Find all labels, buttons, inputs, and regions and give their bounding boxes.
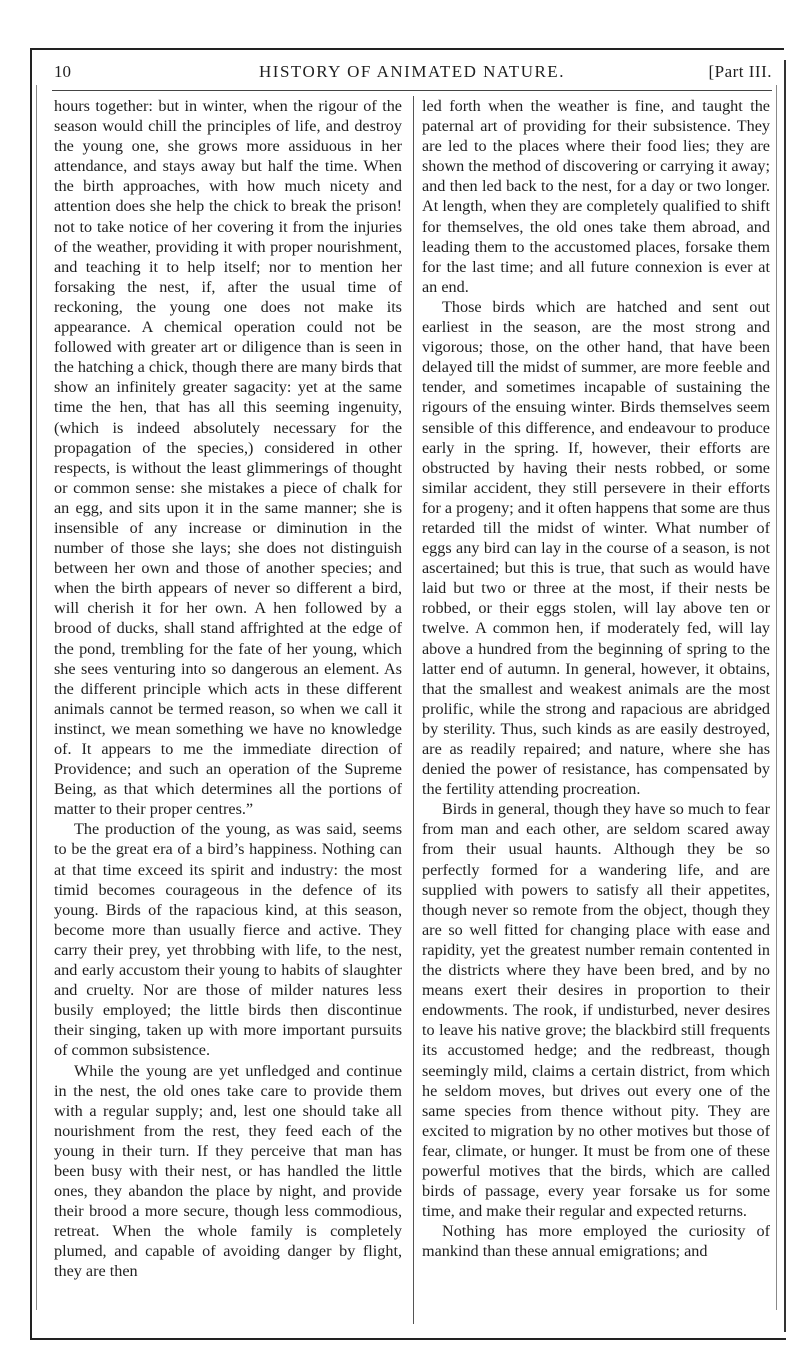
paragraph: led forth when the weather is fine, and taught the paternal art of providing for their subsistence. They are led to the places where their food lies; they are shown the method of discovering or carrying it away; and then led back to the nest, for a day or two longer. At length, when they are completely qualified to shift for themselves, the old ones take them abroad, and leading them to the accustomed places, forsake them for the last time; and all future connexion is ever at an end. [422, 97, 770, 296]
page-number: 10 [54, 62, 71, 81]
page-border-bottom [30, 1338, 786, 1340]
left-text-column [54, 96, 402, 1282]
inner-margin-line-right [776, 85, 777, 1310]
running-title: HISTORY OF ANIMATED NATURE. [259, 62, 565, 81]
header-rule [52, 90, 772, 91]
paragraph: While the young are yet unfledged and continue in the nest, the old ones take care to provide them with a regular supply; and, lest one should take all nourishment from the rest, they feed each of the young in their turn. If they perceive that man has been busy with their nest, or has handled the little ones, they abandon the place by night, and provide their brood a more secure, though less commodious, retreat. When the whole family is completely plumed, and capable of avoiding danger by flight, they are then [54, 1061, 402, 1281]
paragraph: The production of the young, as was said, seems to be the great era of a bird’s happiness. Nothing can at that time exceed its spirit and industry: the most timid becomes courageous in the defence of its young. Birds of the rapacious kind, at this season, become more than usually fierce and active. They carry their prey, yet throbbing with life, to the nest, and early accustom their young to habits of slaughter and cruelty. Nor are those of milder natures less busily employed; the little birds then discontinue their singing, taken up with more important pursuits of common subsistence. [54, 820, 402, 1060]
paragraph: hours together: but in winter, when the rigour of the season would chill the principles of life, and destroy the young one, she grows more assiduous in her attendance, and stays away but half the time. When the birth approaches, with how much nicety and attention does she help the chick to break the prison! not to take notice of her covering it from the injuries of the weather, providing it with proper nourishment, and teaching it to help itself; nor to mention her forsaking the nest, if, after the usual time of reckoning, the young one does not make its appearance. A chemical operation could not be followed with greater art or diligence than is seen in the hatching a chick, though there are many birds that show an infinitely greater sagacity: yet at the same time the hen, that has all this seeming ingenuity, (which is indeed absolutely necessary for the propagation of the species,) considered in other respects, is without the least glimmerings of thought or common sense: she mistakes a piece of chalk for an egg, and sits upon it in the same manner; she is insensible of any increase or diminution in the number of those she lays; she does not distinguish between her own and those of another species; and when the birth appears of never so different a bird, will cherish it for her own. A hen followed by a brood of ducks, shall stand affrighted at the edge of the pond, trembling for the fate of her young, which she sees venturing into so dangerous an element. As the different principle which acts in these different animals cannot be termed reason, so when we call it instinct, we mean something we have no knowledge of. It appears to me the immediate direction of Providence; and such an operation of the Supreme Being, as that which determines all the portions of matter to their proper centres.” [54, 97, 402, 819]
paragraph: Nothing has more employed the curiosity of mankind than these annual emigrations; and [422, 1222, 770, 1261]
page-border-right [784, 60, 786, 1332]
paragraph: Birds in general, though they have so much to fear from man and each other, are seldom scared away from their usual haunts. Although they be so perfectly formed for a wandering life, and are supplied with powers to satisfy all their appetites, though never so remote from the object, though they are so well fitted for changing place with ease and rapidity, yet the greatest number remain contented in the districts where they have been bred, and by no means exert their desires in proportion to their endowments. The rook, if undisturbed, never desires to leave his native grove; the blackbird still frequents its accustomed hedge; and the redbreast, though seemingly mild, claims a certain district, from which he seldom moves, but drives out every one of the same species from thence without pity. They are excited to migration by no other motives but those of fear, climate, or hunger. It must be from one of these powerful motives that the birds, which are called birds of passage, every year forsake us for some time, and make their regular and expected returns. [422, 800, 770, 1221]
inner-margin-line-left [36, 85, 37, 1310]
paragraph: Those birds which are hatched and sent out earliest in the season, are the most strong and vigorous; those, on the other hand, that have been delayed till the midst of summer, are more feeble and tender, and sometimes incapable of sustaining the rigours of the ensuing winter. Birds themselves seem sensible of this difference, and endeavour to produce early in the spring. If, however, their efforts are obstructed by having their nests robbed, or some similar accident, they still persevere in their efforts for a progeny; and it often happens that some are thus retarded till the midst of winter. What number of eggs any bird can lay in the course of a season, is not ascertained; but this is true, that such as would have laid but two or three at the most, if their nests be robbed, or their eggs stolen, will lay above ten or twelve. A common hen, if moderately fed, will lay above a hundred from the beginning of spring to the latter end of autumn. In general, however, it obtains, that the smallest and weakest animals are the most prolific, while the strong and rapacious are abridged by sterility. Thus, such kinds as are easily destroyed, are as readily repaired; and nature, where she has denied the power of resistance, has compensated by the fertility attending procreation. [422, 297, 770, 799]
part-label: [Part III. [708, 62, 772, 81]
right-text-column [422, 96, 770, 1261]
running-header [52, 60, 772, 88]
column-divider [413, 96, 414, 1324]
page-border-left [30, 48, 32, 1338]
page-border-top [30, 48, 784, 50]
